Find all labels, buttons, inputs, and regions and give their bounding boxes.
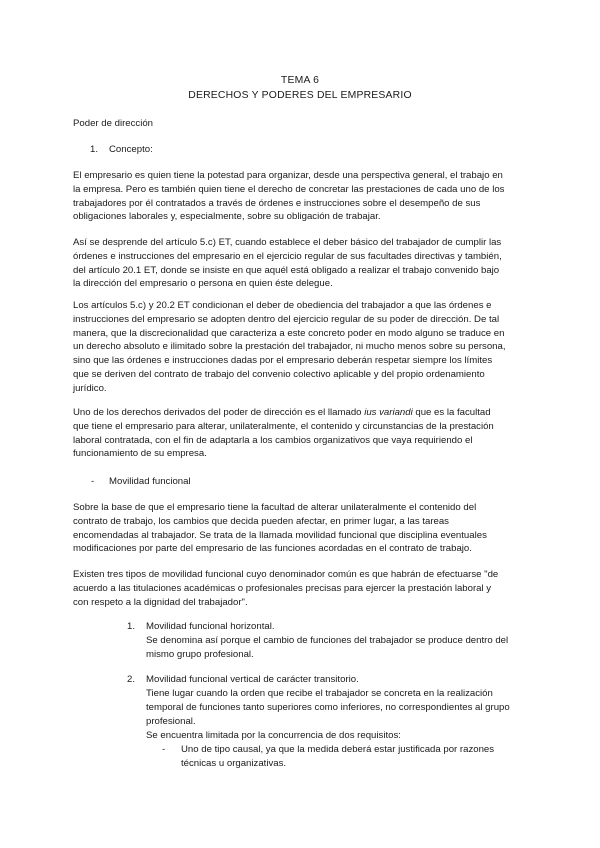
text-line: manera, que la discrecionalidad que caracteriza a este concreto poder en modo alguno se traduce en — [73, 327, 505, 339]
text-line: Los artículos 5.c) y 20.2 ET condicionan el deber de obediencia del trabajador a que las órdenes e — [73, 300, 492, 311]
text-line — [73, 406, 527, 420]
text-line: con respeto a la dignidad del trabajador". — [73, 596, 248, 608]
text-line: la dirección del empresario o persona en quien éste delegue. — [73, 278, 333, 290]
text-line: contrato de trabajo, los cambios que decida pueden afectar, en primer lugar, a las tareas — [73, 515, 449, 527]
paragraph-functional-mobility — [73, 501, 527, 556]
paragraph-mobility-types — [73, 568, 527, 609]
list-item-title: Movilidad funcional horizontal. — [146, 621, 275, 632]
text-line: Uno de tipo causal, ya que la medida deberá estar justificada por razones — [181, 744, 495, 755]
list-number: 1. — [127, 621, 136, 632]
text-line: El empresario es quien tiene la potestad para organizar, desde una perspectiva general, el trabajo en — [73, 170, 503, 181]
list-number: 2. — [127, 674, 136, 685]
bullet-marker: - — [91, 476, 95, 487]
paragraph-intro — [73, 169, 527, 224]
list-number: 1. — [90, 144, 99, 155]
paragraph-obedience — [73, 299, 527, 396]
text-line: la empresa. Pero es también quien tiene el derecho de concretar las prestaciones de cada uno de los — [73, 183, 505, 195]
text-line: instrucciones del empresario se adopten dentro del ejercicio regular de su poder de dirección. De tal — [73, 313, 500, 325]
text-line: Sobre la base de que el empresario tiene la facultad de alterar unilateralmente el contenido del — [73, 502, 477, 513]
text-line: funcionamiento de su empresa. — [73, 448, 207, 460]
text-line: sino que las órdenes e instrucciones dadas por el empresario deberán respetar siempre los límites — [73, 355, 493, 367]
section-heading: Poder de dirección — [73, 118, 153, 129]
text-line: Se encuentra limitada por la concurrencia de dos requisitos: — [146, 730, 401, 741]
text-line: laboral contratada, con el fin de adaptarla a los cambios organizativos que vaya requiriendo el — [73, 434, 473, 446]
text-line: del artículo 20.1 ET, donde se insiste en que aquél está obligado a realizar el trabajo convenido bajo — [73, 264, 500, 276]
sub-bullet-item — [181, 743, 541, 771]
text-line: Se denomina así porque el cambio de funciones del trabajador se produce dentro del — [146, 635, 509, 646]
bullet-marker: - — [162, 744, 166, 755]
paragraph-ius-variandi — [73, 406, 527, 461]
text-line: que se deriven del contrato de trabajo del convenio colectivo aplicable y del propio ordenamiento — [73, 368, 485, 380]
text-line: encomendadas al trabajador. Se trata de la llamada movilidad funcional que disciplina eventuales — [73, 529, 487, 541]
text-line: un derecho absoluto e ilimitado sobre la prestación del trabajador, ni mucho menos sobre su persona, — [73, 341, 506, 353]
list-item-horizontal — [146, 620, 536, 662]
list-item-title: Movilidad funcional vertical de carácter transitorio. — [146, 674, 359, 685]
text-line: modificaciones por parte del empresario de las funciones acordadas en el contrato de trabajo. — [73, 543, 472, 555]
text-line: mismo grupo profesional. — [146, 649, 254, 660]
text-line: trabajadores por él contratados a través de órdenes e instrucciones sobre el desempeño de sus — [73, 197, 481, 209]
paragraph-legal-basis — [73, 236, 527, 291]
text-line: obligaciones laborales y, especialmente, sobre su obligación de trabajar. — [73, 211, 381, 223]
subsection-heading: Concepto: — [109, 144, 153, 155]
italic-term: ius variandi — [364, 407, 413, 418]
text-fragment: que es la facultad — [412, 407, 491, 418]
text-line: temporal de funciones tanto superiores como inferiores, no correspondientes al grupo — [146, 702, 510, 713]
list-item-vertical — [146, 673, 536, 743]
text-line: Tiene lugar cuando la orden que recibe el trabajador se concreta en la realización — [146, 688, 493, 699]
text-line: profesional. — [146, 716, 196, 727]
text-line: jurídico. — [73, 382, 107, 394]
text-line: acuerdo a las titulaciones académicas o profesionales precisas para ejercer la prestación laboral y — [73, 582, 492, 594]
bullet-heading: Movilidad funcional — [109, 476, 191, 487]
text-line: que tiene el empresario para alterar, unilateralmente, el contenido y circunstancias de la prestación — [73, 420, 494, 432]
text-line: Existen tres tipos de movilidad funcional cuyo denominador común es que habrán de efectuarse "de — [73, 569, 499, 580]
text-line: Así se desprende del artículo 5.c) ET, cuando establece el deber básico del trabajador de cumplir las — [73, 237, 502, 248]
document-title-topic: TEMA 6 — [280, 75, 320, 86]
text-fragment: Uno de los derechos derivados del poder de dirección es el llamado — [73, 407, 365, 418]
document-title-main: DERECHOS Y PODERES DEL EMPRESARIO — [188, 90, 412, 101]
text-line: técnicas u organizativas. — [181, 758, 287, 769]
text-line: órdenes e instrucciones del empresario en el ejercicio regular de sus facultades directivas y también, — [73, 250, 502, 262]
